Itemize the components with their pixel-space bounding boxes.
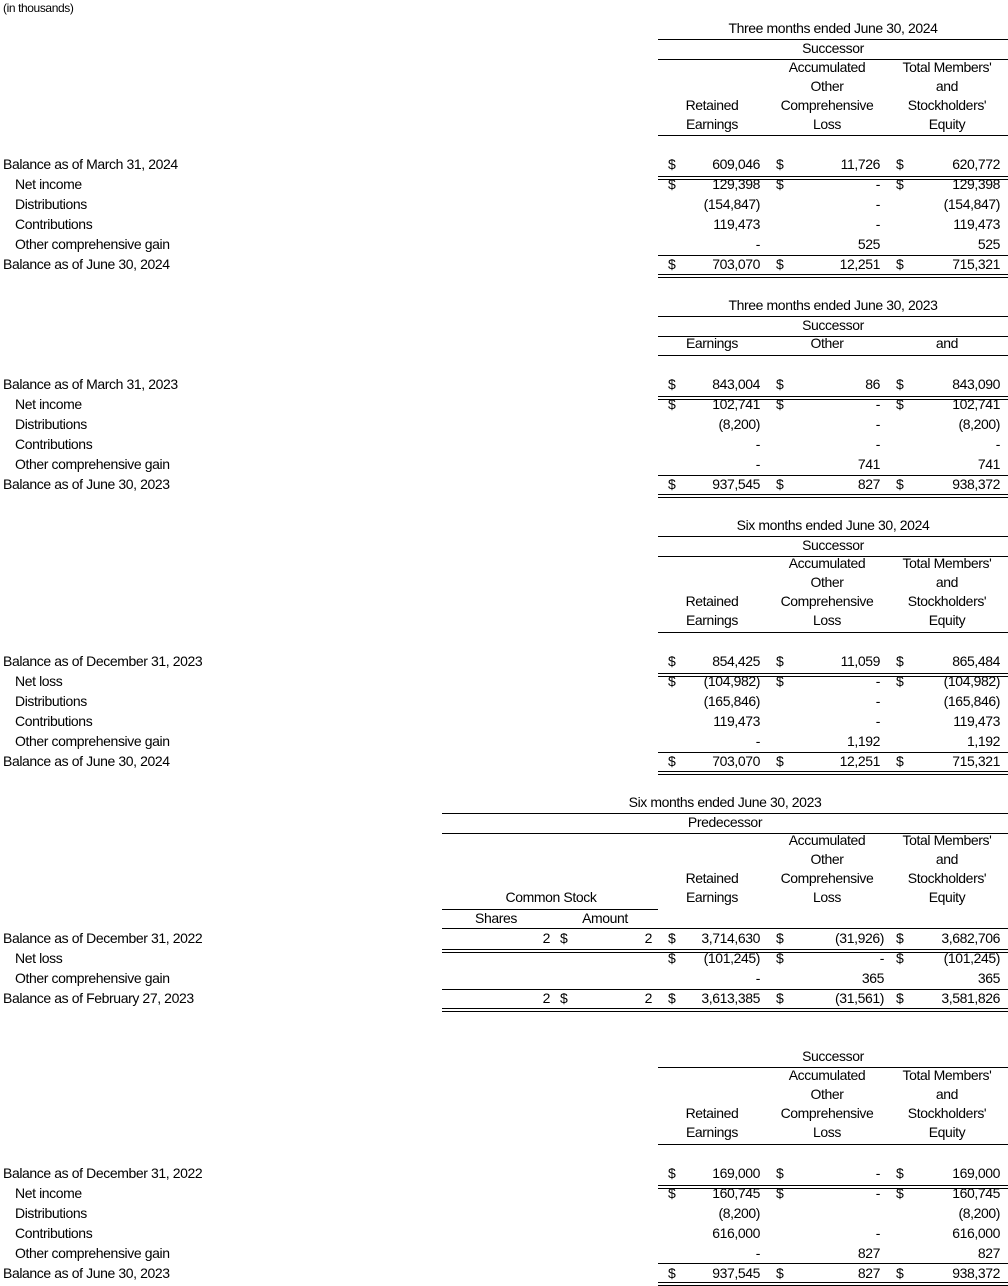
rule: [658, 1263, 1008, 1264]
row-label: Other comprehensive gain: [15, 970, 170, 986]
successor-header: Successor: [802, 317, 864, 333]
row-label: Balance as of March 31, 2024: [3, 156, 178, 172]
cell-value: -: [875, 673, 880, 689]
cell-value: 365: [977, 970, 1000, 986]
cell-value: -: [875, 436, 880, 452]
row-label: Other comprehensive gain: [15, 733, 170, 749]
rule: [658, 475, 1008, 476]
aoci-header: Loss: [813, 612, 841, 628]
dollar-sign: $: [668, 176, 676, 192]
cell-value: 160,745: [712, 1185, 760, 1201]
cell-value: 741: [857, 456, 880, 472]
dollar-sign: $: [668, 156, 676, 172]
dollar-sign: $: [668, 753, 676, 769]
dollar-sign: $: [896, 1165, 904, 1181]
cell-value: 119,473: [953, 713, 1000, 729]
aoci-header: Comprehensive: [780, 1105, 874, 1121]
cell-value: 12,251: [839, 256, 880, 272]
cell-value: -: [875, 693, 880, 709]
row-label: Balance as of June 30, 2024: [3, 256, 170, 272]
dollar-sign: $: [776, 156, 784, 172]
dollar-sign: $: [560, 990, 568, 1006]
dollar-sign: $: [896, 256, 904, 272]
dollar-sign: $: [776, 1165, 784, 1181]
cell-value: 3,581,826: [941, 990, 1000, 1006]
cell-value: 843,090: [952, 376, 1000, 392]
aoci-header: Other: [810, 1086, 844, 1102]
rule: [658, 494, 1008, 498]
rule: [658, 396, 1008, 400]
total-equity-header: Equity: [928, 116, 966, 132]
dollar-sign: $: [896, 396, 904, 412]
cell-value: 119,473: [953, 216, 1000, 232]
units-note: (in thousands): [3, 1, 74, 15]
aoci-header: Accumulated: [788, 1067, 866, 1083]
total-equity-header: and: [935, 851, 959, 867]
dollar-sign: $: [668, 1165, 676, 1181]
cell-value: 938,372: [952, 476, 1000, 492]
aoci-header: Accumulated: [788, 832, 866, 848]
dollar-sign: $: [668, 256, 676, 272]
total-equity-header: and: [935, 78, 959, 94]
dollar-sign: $: [668, 653, 676, 669]
retained-earnings-header: Earnings: [685, 1124, 739, 1140]
cell-value: 1,192: [966, 733, 1000, 749]
rule: [658, 135, 1008, 136]
cell-value: (31,561): [835, 990, 884, 1006]
dollar-sign: $: [776, 176, 784, 192]
shares-header: Shares: [475, 910, 517, 926]
total-equity-header: Stockholders': [907, 870, 987, 886]
cell-value: -: [755, 970, 760, 986]
total-equity-header: Stockholders': [907, 593, 987, 609]
cell-value: 827: [857, 1265, 880, 1281]
total-equity-header: Equity: [928, 1124, 966, 1140]
dollar-sign: $: [668, 990, 676, 1006]
cell-value: 703,070: [712, 753, 760, 769]
rule: [658, 1282, 1008, 1286]
retained-earnings-header: Retained: [685, 1105, 739, 1121]
row-label: Contributions: [15, 1225, 93, 1241]
total-equity-header: Equity: [928, 889, 966, 905]
rule: [442, 949, 1008, 953]
row-label: Balance as of December 31, 2023: [3, 653, 203, 669]
dollar-sign: $: [776, 396, 784, 412]
row-label: Distributions: [15, 416, 87, 432]
dollar-sign: $: [668, 1265, 676, 1281]
rule: [658, 176, 1008, 180]
cell-value: -: [875, 416, 880, 432]
row-label: Balance as of March 31, 2023: [3, 376, 178, 392]
cell-value: -: [755, 436, 760, 452]
rule: [658, 355, 1008, 356]
period-title: Three months ended June 30, 2024: [728, 20, 938, 36]
aoci-header: Other: [810, 574, 844, 590]
cell-value: (154,847): [943, 196, 1000, 212]
dollar-sign: $: [896, 950, 904, 966]
aoci-header: Comprehensive: [780, 593, 874, 609]
dollar-sign: $: [896, 156, 904, 172]
cell-value: 169,000: [952, 1165, 1000, 1181]
row-label: Balance as of December 31, 2022: [3, 930, 203, 946]
cell-value: -: [755, 456, 760, 472]
shares-value: 2: [542, 990, 550, 1006]
cell-value: 827: [857, 476, 880, 492]
period-title: Six months ended June 30, 2024: [736, 517, 930, 533]
dollar-sign: $: [776, 376, 784, 392]
retained-earnings-header: Earnings: [685, 889, 739, 905]
dollar-sign: $: [776, 1185, 784, 1201]
aoci-header: Other: [810, 335, 844, 351]
cell-value: 616,000: [712, 1225, 760, 1241]
rule: [658, 771, 1008, 775]
successor-header: Successor: [802, 1048, 864, 1064]
cell-value: 525: [977, 236, 1000, 252]
amount-header: Amount: [582, 910, 628, 926]
rule: [658, 673, 1008, 677]
cell-value: -: [875, 1185, 880, 1201]
aoci-header: Comprehensive: [780, 870, 874, 886]
dollar-sign: $: [896, 673, 904, 689]
cell-value: -: [755, 1245, 760, 1261]
cell-value: 854,425: [712, 653, 760, 669]
cell-value: 3,714,630: [701, 930, 760, 946]
row-label: Balance as of December 31, 2022: [3, 1165, 203, 1181]
rule: [442, 989, 1008, 990]
cell-value: (8,200): [958, 1205, 1000, 1221]
cell-value: -: [875, 396, 880, 412]
dollar-sign: $: [668, 396, 676, 412]
cell-value: 11,726: [840, 156, 880, 172]
cell-value: 3,613,385: [701, 990, 760, 1006]
cell-value: 715,321: [952, 256, 1000, 272]
dollar-sign: $: [776, 930, 784, 946]
dollar-sign: $: [668, 376, 676, 392]
dollar-sign: $: [896, 376, 904, 392]
successor-header: Successor: [802, 537, 864, 553]
retained-earnings-header: Earnings: [685, 116, 739, 132]
retained-earnings-header: Retained: [685, 870, 739, 886]
row-label: Other comprehensive gain: [15, 456, 170, 472]
cell-value: (101,245): [943, 950, 1000, 966]
cell-value: -: [875, 1165, 880, 1181]
retained-earnings-header: Retained: [685, 593, 739, 609]
row-label: Net income: [15, 1185, 82, 1201]
total-equity-header: Equity: [928, 612, 966, 628]
cell-value: (101,245): [703, 950, 760, 966]
cell-value: 827: [857, 1245, 880, 1261]
total-equity-header: Total Members': [902, 59, 992, 75]
cell-value: 616,000: [952, 1225, 1000, 1241]
rule: [658, 752, 1008, 753]
retained-earnings-header: Earnings: [685, 612, 739, 628]
row-label: Distributions: [15, 693, 87, 709]
cell-value: 937,545: [712, 1265, 760, 1281]
cell-value: (8,200): [958, 416, 1000, 432]
cell-value: 119,473: [713, 713, 760, 729]
aoci-header: Comprehensive: [780, 97, 874, 113]
cell-value: 703,070: [712, 256, 760, 272]
rule: [658, 1144, 1008, 1145]
dollar-sign: $: [776, 1265, 784, 1281]
period-title: Three months ended June 30, 2023: [728, 297, 938, 313]
row-label: Balance as of June 30, 2024: [3, 753, 170, 769]
cell-value: -: [875, 216, 880, 232]
row-label: Distributions: [15, 1205, 87, 1221]
total-equity-header: Stockholders': [907, 97, 987, 113]
row-label: Other comprehensive gain: [15, 1245, 170, 1261]
row-label: Contributions: [15, 713, 93, 729]
dollar-sign: $: [668, 476, 676, 492]
cell-value: -: [879, 950, 884, 966]
row-label: Contributions: [15, 436, 93, 452]
row-label: Distributions: [15, 196, 87, 212]
row-label: Net income: [15, 396, 82, 412]
cell-value: (154,847): [703, 196, 760, 212]
total-equity-header: and: [935, 574, 959, 590]
aoci-header: Other: [810, 851, 844, 867]
aoci-header: Loss: [813, 889, 841, 905]
dollar-sign: $: [668, 950, 676, 966]
aoci-header: Accumulated: [788, 555, 866, 571]
aoci-header: Loss: [813, 1124, 841, 1140]
dollar-sign: $: [776, 653, 784, 669]
period-title: Six months ended June 30, 2023: [628, 794, 822, 810]
cell-value: (8,200): [718, 1205, 760, 1221]
dollar-sign: $: [896, 1185, 904, 1201]
row-label: Net loss: [15, 673, 63, 689]
predecessor-header: Predecessor: [687, 814, 763, 830]
cell-value: (31,926): [835, 930, 884, 946]
rule: [658, 274, 1008, 278]
row-label: Net loss: [15, 950, 63, 966]
cell-value: 525: [857, 236, 880, 252]
cell-value: (104,982): [703, 673, 760, 689]
cell-value: 843,004: [712, 376, 760, 392]
aoci-header: Accumulated: [788, 59, 866, 75]
cell-value: 3,682,706: [941, 930, 1000, 946]
cell-value: 1,192: [846, 733, 880, 749]
cell-value: 169,000: [712, 1165, 760, 1181]
dollar-sign: $: [776, 753, 784, 769]
cell-value: 12,251: [839, 753, 880, 769]
cell-value: 102,741: [712, 396, 760, 412]
cell-value: -: [755, 733, 760, 749]
cell-value: 865,484: [952, 653, 1000, 669]
common-stock-header: Common Stock: [505, 889, 597, 905]
cell-value: 11,059: [840, 653, 880, 669]
row-label: Balance as of June 30, 2023: [3, 476, 170, 492]
cell-value: 938,372: [952, 1265, 1000, 1281]
cell-value: (104,982): [943, 673, 1000, 689]
cell-value: 741: [977, 456, 1000, 472]
cell-value: 609,046: [712, 156, 760, 172]
dollar-sign: $: [896, 990, 904, 1006]
dollar-sign: $: [776, 673, 784, 689]
dollar-sign: $: [896, 1265, 904, 1281]
cell-value: 102,741: [952, 396, 1000, 412]
cell-value: 119,473: [713, 216, 760, 232]
dollar-sign: $: [776, 256, 784, 272]
total-equity-header: Stockholders': [907, 1105, 987, 1121]
rule: [658, 632, 1008, 633]
dollar-sign: $: [668, 1185, 676, 1201]
cell-value: 715,321: [952, 753, 1000, 769]
cell-value: -: [995, 436, 1000, 452]
aoci-header: Other: [810, 78, 844, 94]
total-equity-header: Total Members': [902, 555, 992, 571]
cell-value: (165,846): [943, 693, 1000, 709]
dollar-sign: $: [776, 476, 784, 492]
row-label: Contributions: [15, 216, 93, 232]
dollar-sign: $: [668, 930, 676, 946]
row-label: Balance as of February 27, 2023: [3, 990, 194, 1006]
cell-value: (165,846): [703, 693, 760, 709]
cell-value: 365: [861, 970, 884, 986]
total-equity-header: Total Members': [902, 832, 992, 848]
dollar-sign: $: [896, 176, 904, 192]
cell-value: 2: [644, 930, 652, 946]
total-equity-header: and: [935, 335, 959, 351]
cell-value: 129,398: [952, 176, 1000, 192]
cell-value: -: [755, 236, 760, 252]
cell-value: 937,545: [712, 476, 760, 492]
row-label: Net income: [15, 176, 82, 192]
cell-value: -: [875, 1225, 880, 1241]
successor-header: Successor: [802, 40, 864, 56]
cell-value: 827: [977, 1245, 1000, 1261]
total-equity-header: and: [935, 1086, 959, 1102]
dollar-sign: $: [668, 673, 676, 689]
cell-value: -: [875, 196, 880, 212]
retained-earnings-header: Retained: [685, 97, 739, 113]
total-equity-header: Total Members': [902, 1067, 992, 1083]
cell-value: 129,398: [712, 176, 760, 192]
dollar-sign: $: [776, 990, 784, 1006]
row-label: Balance as of June 30, 2023: [3, 1265, 170, 1281]
cell-value: -: [875, 176, 880, 192]
rule: [442, 1008, 1008, 1012]
cell-value: 86: [865, 376, 880, 392]
rule: [658, 255, 1008, 256]
cell-value: 2: [644, 990, 652, 1006]
cell-value: 160,745: [952, 1185, 1000, 1201]
aoci-header: Loss: [813, 116, 841, 132]
dollar-sign: $: [896, 930, 904, 946]
row-label: Other comprehensive gain: [15, 236, 170, 252]
dollar-sign: $: [896, 653, 904, 669]
retained-earnings-header: Earnings: [685, 335, 739, 351]
cell-value: 620,772: [952, 156, 1000, 172]
dollar-sign: $: [896, 753, 904, 769]
dollar-sign: $: [776, 950, 784, 966]
dollar-sign: $: [896, 476, 904, 492]
rule: [658, 1185, 1008, 1189]
dollar-sign: $: [560, 930, 568, 946]
cell-value: -: [875, 713, 880, 729]
cell-value: (8,200): [718, 416, 760, 432]
shares-value: 2: [542, 930, 550, 946]
